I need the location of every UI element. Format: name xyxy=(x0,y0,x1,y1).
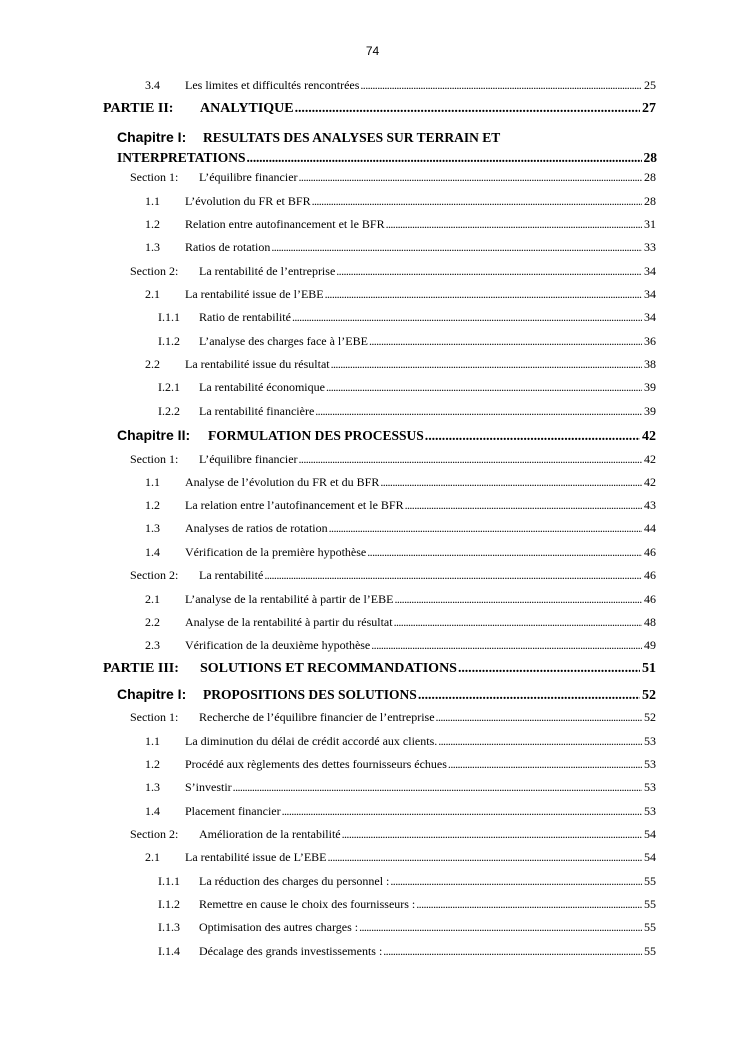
toc-entry-page: 55 xyxy=(644,897,656,911)
toc-entry-number: PARTIE III: xyxy=(103,661,179,676)
toc-entry xyxy=(145,638,656,653)
toc-entry-page: 54 xyxy=(644,827,656,841)
toc-leader-dots xyxy=(369,334,642,349)
toc-chapter-entry xyxy=(117,127,657,168)
toc-entry-number: I.1.1 xyxy=(158,874,180,888)
toc-entry-title: L’évolution du FR et BFR xyxy=(185,194,311,208)
toc-section-entry xyxy=(130,710,656,725)
toc-leader-dots xyxy=(299,170,642,185)
toc-chapter-entry xyxy=(117,686,656,704)
toc-entry-number: 3.4 xyxy=(145,78,160,92)
toc-subentry xyxy=(158,310,656,325)
toc-entry-title: Ratio de rentabilité xyxy=(199,310,291,324)
toc-entry-title: SOLUTIONS ET RECOMMANDATIONS xyxy=(200,661,457,676)
toc-entry xyxy=(145,217,656,232)
toc-entry-page: 31 xyxy=(644,217,656,231)
toc-entry-page: 42 xyxy=(642,429,656,444)
toc-leader-dots xyxy=(436,710,642,725)
toc-entry-title: Ratios de rotation xyxy=(185,240,271,254)
toc-entry xyxy=(145,757,656,772)
toc-section-entry xyxy=(130,452,656,467)
toc-leader-dots xyxy=(394,592,642,607)
toc-entry xyxy=(145,78,656,93)
toc-subentry xyxy=(158,380,656,395)
toc-leader-dots xyxy=(383,944,642,959)
toc-entry-page: 53 xyxy=(644,804,656,818)
toc-entry-number: 1.3 xyxy=(145,240,160,254)
toc-entry-title: La rentabilité issue de L’EBE xyxy=(185,850,327,864)
toc-subentry xyxy=(158,404,656,419)
toc-leader-dots xyxy=(292,310,642,325)
toc-entry-page: 46 xyxy=(644,568,656,582)
toc-entry-page: 28 xyxy=(643,150,657,165)
toc-entry-page: 34 xyxy=(644,287,656,301)
toc-entry-page: 42 xyxy=(644,452,656,466)
toc-entry-title: Recherche de l’équilibre financier de l’entreprise xyxy=(199,710,435,724)
toc-leader-dots xyxy=(360,78,642,93)
toc-entry-page: 27 xyxy=(642,101,656,116)
toc-entry-title: La réduction des charges du personnel : xyxy=(199,874,390,888)
toc-entry-title: La rentabilité issue de l’EBE xyxy=(185,287,324,301)
toc-entry-number: 1.3 xyxy=(145,521,160,535)
toc-entry-number: 1.2 xyxy=(145,217,160,231)
toc-entry xyxy=(145,357,656,372)
toc-entry-page: 39 xyxy=(644,404,656,418)
toc-entry-number: Chapitre II: xyxy=(117,427,191,443)
toc-entry-title: PROPOSITIONS DES SOLUTIONS xyxy=(203,687,417,702)
toc-entry-page: 44 xyxy=(644,521,656,535)
toc-leader-dots xyxy=(386,217,642,232)
toc-entry-number: Section 1: xyxy=(130,710,179,724)
toc-entry-title: FORMULATION DES PROCESSUS xyxy=(208,428,424,443)
toc-entry-title: La rentabilité issue du résultat xyxy=(185,357,330,371)
toc-entry xyxy=(145,850,656,865)
toc-entry-number: Section 2: xyxy=(130,264,179,278)
toc-section-entry xyxy=(130,568,656,583)
toc-entry-page: 55 xyxy=(644,920,656,934)
toc-part-entry xyxy=(103,661,656,677)
toc-entry-title: ANALYTIQUE xyxy=(200,101,294,116)
toc-entry-number: Chapitre I: xyxy=(117,129,187,145)
toc-leader-dots xyxy=(295,101,640,117)
toc-entry-number: Section 1: xyxy=(130,170,179,184)
toc-entry-title: L’analyse de la rentabilité à partir de l’EBE xyxy=(185,592,394,606)
toc-entry-number: 1.1 xyxy=(145,475,160,489)
toc-entry xyxy=(145,804,656,819)
toc-entry-title: Les limites et difficultés rencontrées xyxy=(185,78,360,92)
toc-entry-number: I.1.2 xyxy=(158,897,180,911)
toc-entry-title: Amélioration de la rentabilité xyxy=(199,827,341,841)
toc-section-entry xyxy=(130,170,656,185)
toc-entry-page: 53 xyxy=(644,734,656,748)
toc-entry-number: 1.4 xyxy=(145,545,160,559)
toc-entry-title: Vérification de la deuxième hypothèse xyxy=(185,638,371,652)
toc-entry-number: 2.3 xyxy=(145,638,160,652)
toc-entry-number: I.1.3 xyxy=(158,920,180,934)
toc-entry-page: 53 xyxy=(644,780,656,794)
toc-leader-dots xyxy=(233,780,642,795)
toc-entry-page: 28 xyxy=(644,170,656,184)
toc-leader-dots xyxy=(458,661,640,677)
toc-entry-page: 46 xyxy=(644,592,656,606)
toc-entry-number: 1.2 xyxy=(145,757,160,771)
toc-entry-page: 53 xyxy=(644,757,656,771)
toc-section-entry xyxy=(130,264,656,279)
toc-entry-number: I.2.1 xyxy=(158,380,180,394)
toc-entry-page: 38 xyxy=(644,357,656,371)
toc-entry-title: L’analyse des charges face à l’EBE xyxy=(199,334,368,348)
toc-entry-page: 51 xyxy=(642,661,656,676)
toc-entry-title: S’investir xyxy=(185,780,232,794)
toc-leader-dots xyxy=(264,568,642,583)
toc-leader-dots xyxy=(405,498,642,513)
toc-entry-title: Relation entre autofinancement et le BFR xyxy=(185,217,385,231)
toc-entry-title: La rentabilité financière xyxy=(199,404,315,418)
toc-entry-title: Remettre en cause le choix des fournisseurs : xyxy=(199,897,416,911)
toc-leader-dots xyxy=(371,638,642,653)
toc-leader-dots xyxy=(418,688,640,704)
toc-leader-dots xyxy=(325,287,642,302)
toc-entry-page: 34 xyxy=(644,264,656,278)
toc-entry-title: L’équilibre financier xyxy=(199,452,298,466)
toc-entry xyxy=(145,194,656,209)
toc-entry-page: 46 xyxy=(644,545,656,559)
toc-entry-number: Section 2: xyxy=(130,568,179,582)
toc-entry-title: Analyse de la rentabilité à partir du résultat xyxy=(185,615,393,629)
toc-entry-page: 48 xyxy=(644,615,656,629)
toc-entry-title: L’équilibre financier xyxy=(199,170,298,184)
page-number: 74 xyxy=(365,44,380,58)
toc-entry-title-continued: INTERPRETATIONS xyxy=(117,150,246,165)
toc-entry-title: Décalage des grands investissements : xyxy=(199,944,383,958)
toc-leader-dots xyxy=(359,920,642,935)
toc-entry-title: Procédé aux règlements des dettes fournisseurs échues xyxy=(185,757,447,771)
toc-entry-title: Analyses de ratios de rotation xyxy=(185,521,328,535)
toc-entry-page: 49 xyxy=(644,638,656,652)
toc-entry-number: 1.3 xyxy=(145,780,160,794)
toc-entry-page: 52 xyxy=(642,688,656,703)
toc-entry-number: I.1.4 xyxy=(158,944,180,958)
toc-entry xyxy=(145,521,656,536)
toc-entry-number: 1.1 xyxy=(145,194,160,208)
toc-entry-number: 2.1 xyxy=(145,287,160,301)
toc-entry-number: I.1.2 xyxy=(158,334,180,348)
toc-leader-dots xyxy=(271,240,642,255)
toc-entry-number: I.1.1 xyxy=(158,310,180,324)
toc-entry-page: 34 xyxy=(644,310,656,324)
toc-entry-title: La diminution du délai de crédit accordé aux clients. xyxy=(185,734,438,748)
toc-leader-dots xyxy=(425,429,640,445)
toc-leader-dots xyxy=(438,734,642,749)
toc-entry xyxy=(145,734,656,749)
toc-entry-number: Chapitre I: xyxy=(117,686,187,702)
toc-entry-number: 2.1 xyxy=(145,592,160,606)
toc-entry xyxy=(145,592,656,607)
toc-entry-number: 2.1 xyxy=(145,850,160,864)
toc-entry-number: 1.2 xyxy=(145,498,160,512)
toc-entry-page: 55 xyxy=(644,874,656,888)
toc-entry-number: Section 2: xyxy=(130,827,179,841)
toc-subentry xyxy=(158,897,656,912)
toc-subentry xyxy=(158,944,656,959)
toc-leader-dots xyxy=(312,194,642,209)
toc-leader-dots xyxy=(315,404,642,419)
toc-entry xyxy=(145,545,656,560)
toc-entry-number: 1.4 xyxy=(145,804,160,818)
toc-part-entry xyxy=(103,101,656,117)
toc-entry xyxy=(145,240,656,255)
toc-entry-number: I.2.2 xyxy=(158,404,180,418)
toc-entry-number: 2.2 xyxy=(145,357,160,371)
toc-entry-page: 33 xyxy=(644,240,656,254)
toc-leader-dots xyxy=(416,897,642,912)
toc-entry-title: La rentabilité de l’entreprise xyxy=(199,264,336,278)
toc-subentry xyxy=(158,874,656,889)
toc-entry xyxy=(145,615,656,630)
toc-entry xyxy=(145,780,656,795)
toc-subentry xyxy=(158,920,656,935)
toc-leader-dots xyxy=(448,757,642,772)
toc-entry-title: Optimisation des autres charges : xyxy=(199,920,359,934)
toc-entry-page: 28 xyxy=(644,194,656,208)
toc-section-entry xyxy=(130,827,656,842)
toc-entry-number: 1.1 xyxy=(145,734,160,748)
toc-entry-page: 36 xyxy=(644,334,656,348)
toc-entry xyxy=(145,475,656,490)
toc-leader-dots xyxy=(299,452,642,467)
toc-entry-number: PARTIE II: xyxy=(103,101,174,116)
toc-leader-dots xyxy=(331,357,642,372)
toc-entry-page: 54 xyxy=(644,850,656,864)
toc-entry-page: 39 xyxy=(644,380,656,394)
toc-entry-title: RESULTATS DES ANALYSES SUR TERRAIN ET xyxy=(203,130,501,145)
toc-leader-dots xyxy=(328,850,642,865)
toc-entry-title: La rentabilité xyxy=(199,568,264,582)
toc-entry-number: 2.2 xyxy=(145,615,160,629)
toc-leader-dots xyxy=(282,804,642,819)
toc-entry-page: 42 xyxy=(644,475,656,489)
toc-entry-title: Placement financier xyxy=(185,804,281,818)
toc-entry-title: La rentabilité économique xyxy=(199,380,325,394)
toc-leader-dots xyxy=(367,545,642,560)
toc-leader-dots xyxy=(336,264,642,279)
toc-entry xyxy=(145,498,656,513)
toc-entry xyxy=(145,287,656,302)
toc-entry-page: 52 xyxy=(644,710,656,724)
toc-entry-title: Analyse de l’évolution du FR et du BFR xyxy=(185,475,380,489)
toc-entry-number: Section 1: xyxy=(130,452,179,466)
toc-leader-dots xyxy=(342,827,642,842)
toc-chapter-entry xyxy=(117,427,656,445)
toc-leader-dots xyxy=(390,874,642,889)
toc-leader-dots xyxy=(329,521,642,536)
toc-entry-title: Vérification de la première hypothèse xyxy=(185,545,367,559)
toc-leader-dots xyxy=(247,148,642,168)
toc-leader-dots xyxy=(380,475,642,490)
toc-entry-page: 55 xyxy=(644,944,656,958)
toc-entry-page: 25 xyxy=(644,78,656,92)
toc-entry-title: La relation entre l’autofinancement et le BFR xyxy=(185,498,404,512)
toc-leader-dots xyxy=(394,615,642,630)
toc-subentry xyxy=(158,334,656,349)
toc-leader-dots xyxy=(326,380,642,395)
toc-entry-page: 43 xyxy=(644,498,656,512)
